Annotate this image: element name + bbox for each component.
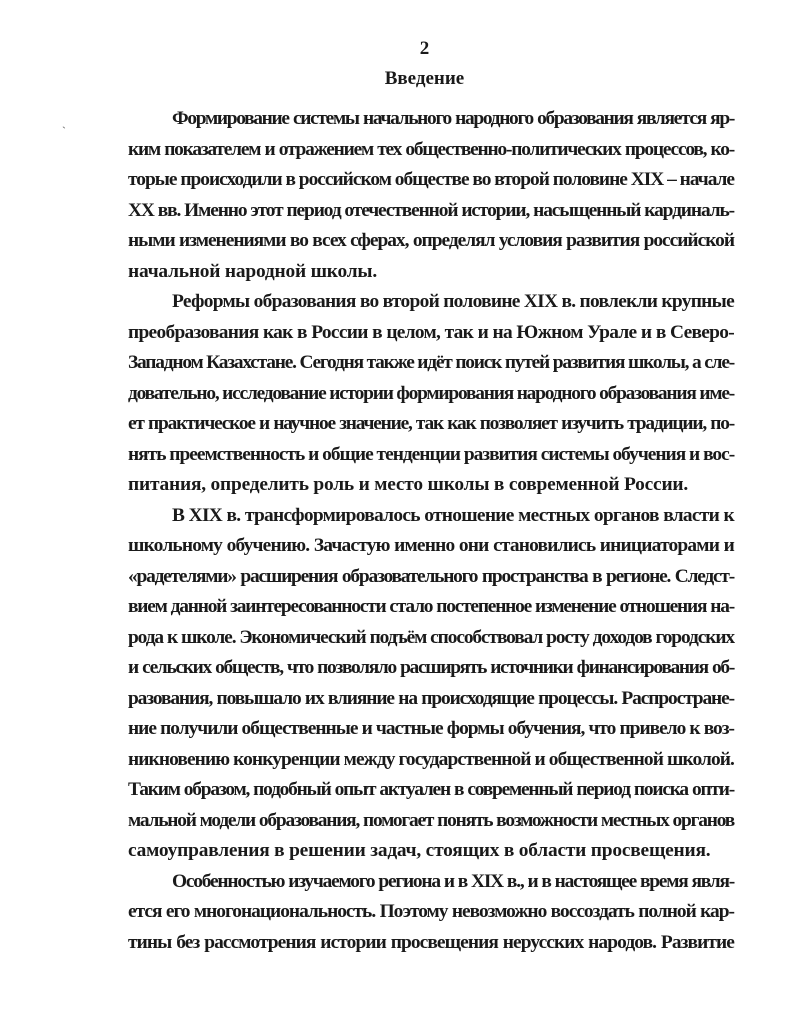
paragraph (128, 104, 734, 287)
scan-speck: ` (62, 124, 66, 138)
text-line: В XIX в. трансформировалось отношение местных органов власти к (172, 504, 734, 526)
section-heading: Введение (384, 68, 465, 89)
text-line: ными изменениями во всех сферах, определял условия развития российской (128, 230, 734, 251)
page-number: 2 (419, 38, 430, 59)
text-line: Таким образом, подобный опыт актуален в современный период поиска опти- (128, 779, 734, 800)
text-line: никновению конкуренции между государственной и общественной школой. (128, 748, 734, 770)
text-line: Формирование системы начального народного образования является яр- (172, 108, 734, 129)
text-line: ние получили общественные и частные формы обучения, что привело к воз- (128, 718, 734, 739)
text-line: «радетелями» расширения образовательного пространства в регионе. Следст- (128, 565, 734, 587)
text-line: XX вв. Именно этот период отечественной истории, насыщенный кардиналь- (128, 199, 734, 221)
text-line: самоуправления в решении задач, стоящих в области просвещения. (128, 840, 711, 861)
text-line: торые происходили в российском обществе во второй половине XIX – начале (128, 169, 735, 190)
text-line: Западном Казахстане. Сегодня также идёт поиск путей развития школы, а сле- (128, 352, 734, 373)
text-line: разования, повышало их влияние на происходящие процессы. Распростране- (128, 687, 734, 709)
text-line: мальной модели образования, помогает понять возможности местных органов (128, 809, 734, 831)
paragraph (128, 287, 734, 501)
text-line: и сельских обществ, что позволяло расширять источники финансирования об- (128, 657, 734, 678)
paragraph (128, 867, 734, 959)
text-line: ет практическое и научное значение, так как позволяет изучить традиции, по- (128, 413, 734, 434)
text-line: нять преемственность и общие тенденции развития системы обучения и вос- (128, 443, 735, 465)
text-line: Реформы образования во второй половине XIX в. повлекли крупные (172, 291, 734, 312)
text-line: ким показателем и отражением тех общественно-политических процессов, ко- (128, 138, 734, 160)
text-line: ется его многонациональность. Поэтому невозможно воссоздать полной кар- (128, 901, 734, 922)
paragraph (128, 501, 734, 867)
text-line: тины без рассмотрения истории просвещения нерусских народов. Развитие (128, 931, 734, 953)
text-line: питания, определить роль и место школы в современной России. (128, 474, 689, 495)
text-line: довательно, исследование истории формирования народного образования име- (128, 382, 734, 404)
text-line: рода к школе. Экономический подъём способствовал росту доходов городских (128, 626, 734, 648)
text-line: Особенностью изучаемого региона и в XIX в., и в настоящее время явля- (172, 870, 734, 892)
text-line: вием данной заинтересованности стало постепенное изменение отношения на- (128, 596, 734, 617)
text-line: преобразования как в России в целом, так и на Южном Урале и в Северо- (128, 321, 734, 343)
document-body (128, 104, 734, 958)
text-line: школьному обучению. Зачастую именно они становились инициаторами и (128, 535, 734, 556)
text-line: начальной народной школы. (128, 260, 377, 282)
